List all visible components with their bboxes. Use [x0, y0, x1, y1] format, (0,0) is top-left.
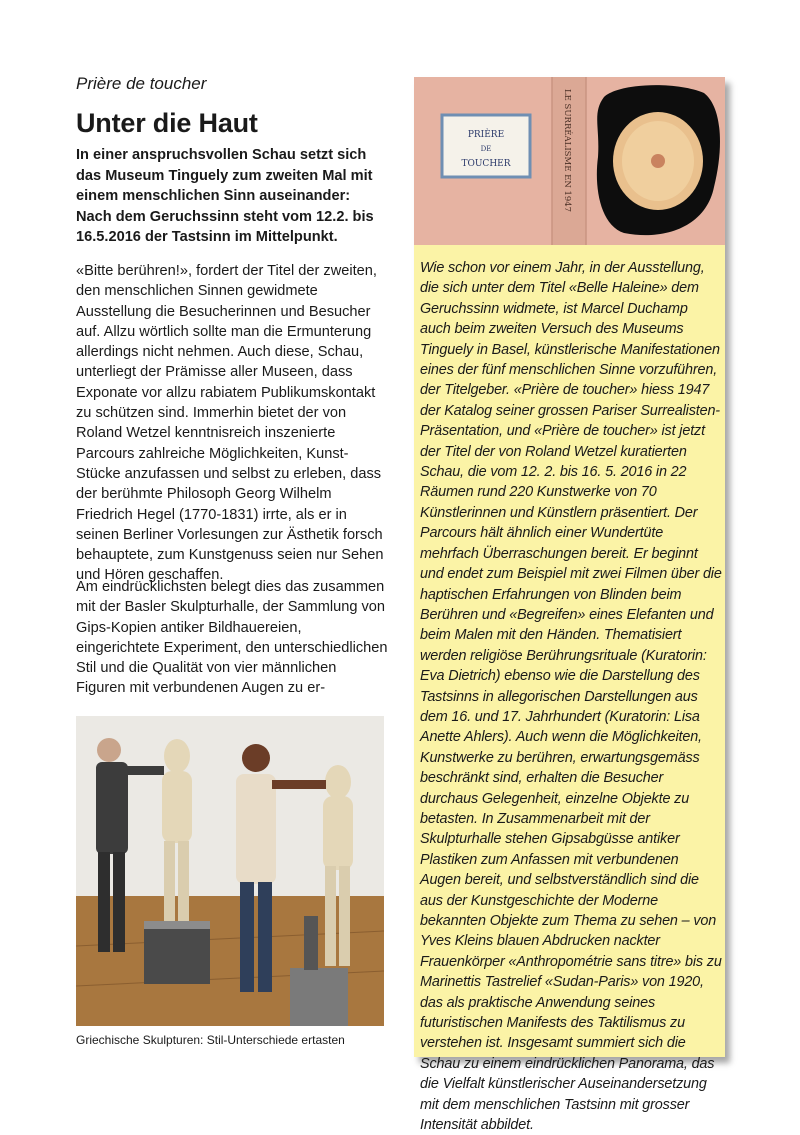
article-paragraph-1: «Bitte berühren!», fordert der Titel der zweiten, den menschlichen Sinnen gewidmete Ausstellung die Besucherinnen und Besucher auf. Allzu wörtlich sollte man die Ermunterung allerdings nicht nehmen. Auch diese, Schau, unterliegt der Prämisse aller Museen, dass Exponate vor allzu rabiatem Publikumskontakt zu schützen sind. Immerhin bietet der von Roland Wetzel kenntnisreich inszenierte Parcours zahlreiche Möglichkeiten, Kunst-Stücke anzufassen und selbst zu erleben, dass der berühmte Philosoph Georg Wilhelm Friedrich Hegel (1770-1831) irrte, als er in seinen Berliner Vorlesungen zur Ästhetik forsch behauptete, zum Kunstgenuss seien nur Sehen und Hören geschaffen. [76, 263, 384, 584]
book-label-line1: PRIÈRE [467, 130, 505, 140]
sidebar-box [414, 77, 725, 1134]
sculpture-photo-illustration [76, 716, 384, 1026]
book-cover-illustration [414, 77, 725, 245]
book-spine-text: LE SURRÉALISME EN 1947 [562, 89, 572, 213]
article-lead: In einer anspruchsvollen Schau setzt sich das Museum Tinguely zum zweiten Mal mit einem menschlichen Sinn auseinander: Nach dem Geruchssinn steht vom 12.2. bis 16.5.2016 der Tastsinn im Mittelpunkt. [76, 147, 374, 245]
article-kicker: Prière de toucher [76, 74, 207, 93]
book-cover-image [414, 77, 725, 245]
sidebar-text: Wie schon vor einem Jahr, in der Ausstellung, die sich unter dem Titel «Belle Haleine» dem Geruchssinn widmete, ist Marcel Duchamp auch beim zweiten Versuch des Museums Tinguely in Basel, künstlerische Manifestationen eines der fünf menschlichen Sinne vorzuführen, der Titelgeber. «Prière de toucher» hiess 1947 der Katalog seiner grossen Pariser Surrealisten-Präsentation, und «Prière de toucher» ist jetzt der Titel der von Roland Wetzel kuratierten Schau, die vom 12. 2. bis 16. 5. 2016 in 22 Räumen rund 220 Kunstwerke von 70 Künstlerinnen und Künstlern präsentiert. Der Parcours hält ähnlich einer Wundertüte mehrfach Überraschungen bereit. Er beginnt und endet zum Beispiel mit zwei Filmen über die haptischen Erfahrungen von Blinden beim Berühren und «Begreifen» eines Elefanten und beim Malen mit den Händen. Thematisiert werden religiöse Berührungsrituale (Kuratorin: Eva Dietrich) ebenso wie die Darstellung des Tastsinns in allegorischen Darstellungen aus dem 16. und 17. Jahrhundert (Kuratorin: Lisa Anette Ahlers). Auch wenn die Möglichkeiten, Kunstwerke zu berühren, erwartungsgemäss beschränkt sind, erhalten die Besucher durchaus Gelegenheit, einzelne Objekte zu betasten. In Zusammenarbeit mit der Skulpturhalle stehen Gipsabgüsse antiker Plastiken zum Anfassen mit verbundenen Augen bereit, und selbstverständlich sind die aus der Kunstgeschichte der Moderne bekannten Objekte zum Thema zu sehen – von Yves Kleins blauen Abdrucken nackter Frauenkörper «Anthropométrie sans titre» bis zu Marinettis Tastrelief «Sudan-Paris» von 1920, das als praktische Anwendung seines futuristischen Manifests des Taktilismus zu verstehen ist. Insgesamt summiert sich die Schau zu einem eindrücklichen Panorama, das die Vielfalt künstlerischer Auseinandersetzung mit dem menschlichen Tastsinn mit grosser Intensität abbildet. [420, 260, 722, 1134]
article-paragraph-2: Am eindrücklichsten belegt dies das zusammen mit der Basler Skulpturhalle, der Sammlung von Gips-Kopien antiker Bildhauereien, eingerichtete Experiment, den unterschiedlichen Stil und die Qualität von vier männlichen Figuren mit verbundenen Augen zu er- [76, 579, 388, 697]
photo-caption: Griechische Skulpturen: Stil-Unterschiede ertasten [76, 1033, 345, 1047]
sculpture-photo [76, 716, 384, 1026]
book-label-line3: TOUCHER [461, 159, 511, 169]
article-headline: Unter die Haut [76, 108, 258, 138]
book-label-line2: DE [480, 145, 492, 153]
